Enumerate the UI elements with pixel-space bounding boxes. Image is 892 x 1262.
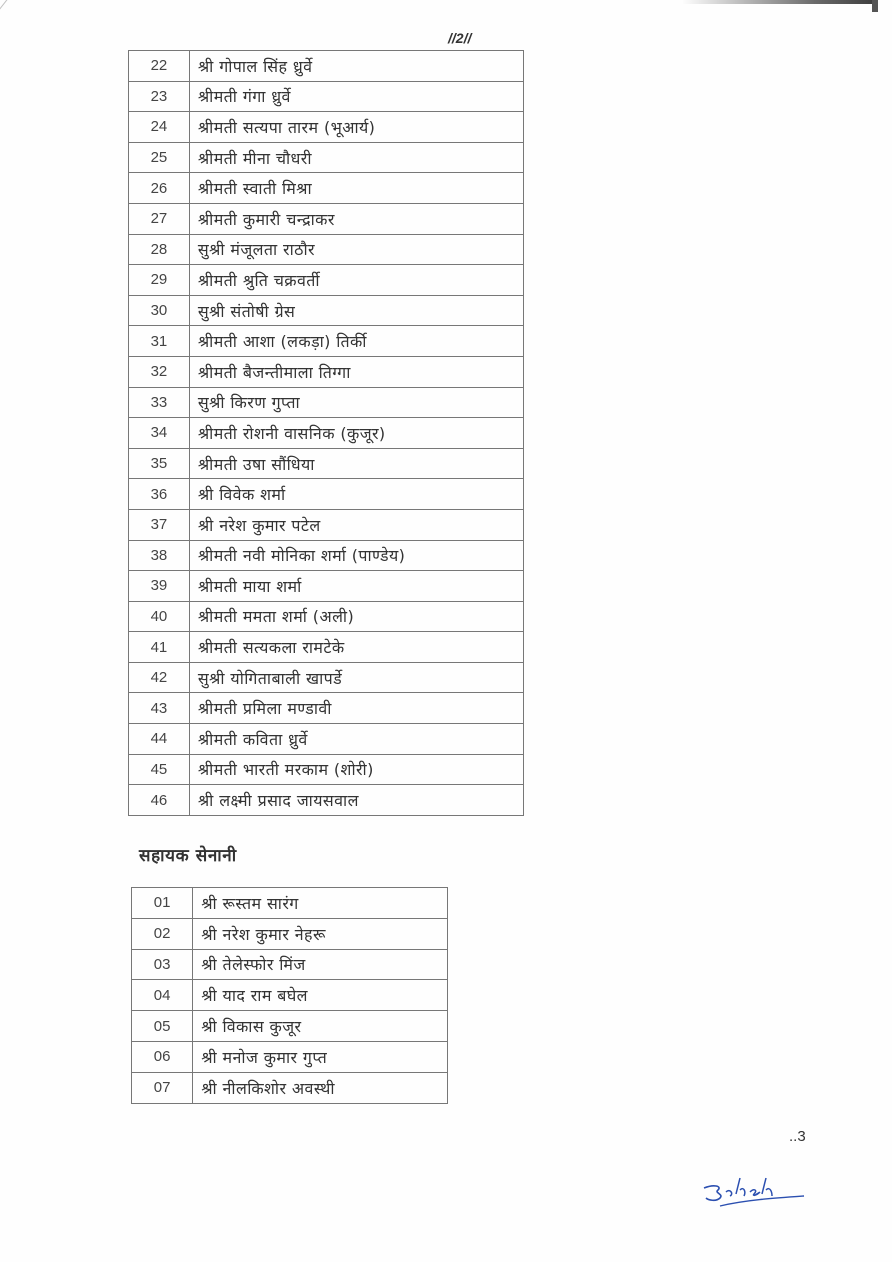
table-row <box>129 571 524 602</box>
table-row <box>129 112 524 143</box>
table-row <box>129 693 524 724</box>
table-row <box>132 1011 448 1042</box>
serial-number: 41 <box>129 632 190 663</box>
officer-list-body <box>129 51 524 816</box>
officer-name: सुश्री संतोषी ग्रेस <box>189 295 523 326</box>
section-heading-assistant-commandant: सहायक सेनानी <box>139 846 237 866</box>
serial-number: 38 <box>129 540 190 571</box>
serial-number: 05 <box>132 1011 193 1042</box>
officer-name: श्रीमती सत्यकला रामटेके <box>189 632 523 663</box>
table-row <box>132 1072 448 1103</box>
table-row <box>129 265 524 296</box>
serial-number: 24 <box>129 112 190 143</box>
serial-number: 23 <box>129 81 190 112</box>
officer-name: श्रीमती आशा (लकड़ा) तिर्की <box>189 326 523 357</box>
serial-number: 27 <box>129 203 190 234</box>
officer-name: श्रीमती गंगा ध्रुर्वे <box>189 81 523 112</box>
serial-number: 44 <box>129 724 190 755</box>
serial-number: 30 <box>129 295 190 326</box>
table-row <box>129 203 524 234</box>
table-row <box>129 173 524 204</box>
officer-name: श्री याद राम बघेल <box>193 980 448 1011</box>
table-row <box>129 724 524 755</box>
officer-name: सुश्री योगिताबाली खापर्डे <box>189 662 523 693</box>
serial-number: 31 <box>129 326 190 357</box>
officer-name: श्री नरेश कुमार नेहरू <box>193 918 448 949</box>
serial-number: 37 <box>129 509 190 540</box>
officer-name: श्रीमती श्रुति चक्रवर्ती <box>189 265 523 296</box>
serial-number: 22 <box>129 51 190 82</box>
table-row <box>129 785 524 816</box>
page-number-marker: //2// <box>448 30 472 46</box>
officer-name: श्रीमती सत्यपा तारम (भूआर्य) <box>189 112 523 143</box>
officer-name: श्रीमती माया शर्मा <box>189 571 523 602</box>
serial-number: 02 <box>132 918 193 949</box>
serial-number: 03 <box>132 949 193 980</box>
serial-number: 32 <box>129 356 190 387</box>
officer-name: श्री विकास कुजूर <box>193 1011 448 1042</box>
officer-name: श्रीमती कुमारी चन्द्राकर <box>189 203 523 234</box>
table-row <box>129 234 524 265</box>
scan-edge-line <box>0 0 15 129</box>
serial-number: 34 <box>129 418 190 449</box>
signature-icon <box>700 1170 810 1210</box>
officer-name: श्रीमती बैजन्तीमाला तिग्गा <box>189 356 523 387</box>
table-row <box>129 662 524 693</box>
officer-list-table <box>128 50 524 816</box>
serial-number: 25 <box>129 142 190 173</box>
scan-corner-mark <box>872 0 878 12</box>
continuation-marker: ..3 <box>789 1128 806 1145</box>
officer-name: श्री नरेश कुमार पटेल <box>189 509 523 540</box>
officer-name: श्री विवेक शर्मा <box>189 479 523 510</box>
table-row <box>129 479 524 510</box>
assistant-commandant-table <box>131 887 448 1104</box>
table-row <box>129 81 524 112</box>
table-row <box>132 888 448 919</box>
officer-name: श्रीमती नवी मोनिका शर्मा (पाण्डेय) <box>189 540 523 571</box>
serial-number: 28 <box>129 234 190 265</box>
officer-name: श्रीमती प्रमिला मण्डावी <box>189 693 523 724</box>
table-row <box>129 632 524 663</box>
table-row <box>129 295 524 326</box>
serial-number: 42 <box>129 662 190 693</box>
serial-number: 43 <box>129 693 190 724</box>
officer-name: श्री गोपाल सिंह ध्रुर्वे <box>189 51 523 82</box>
table-row <box>129 418 524 449</box>
officer-name: श्री रूस्तम सारंग <box>193 888 448 919</box>
serial-number: 04 <box>132 980 193 1011</box>
assistant-commandant-body <box>132 888 448 1104</box>
officer-name: सुश्री किरण गुप्ता <box>189 387 523 418</box>
table-row <box>129 540 524 571</box>
table-row <box>129 142 524 173</box>
officer-name: श्रीमती रोशनी वासनिक (कुजूर) <box>189 418 523 449</box>
officer-name: श्री लक्ष्मी प्रसाद जायसवाल <box>189 785 523 816</box>
table-row <box>129 387 524 418</box>
table-row <box>132 1041 448 1072</box>
officer-name: श्रीमती ममता शर्मा (अली) <box>189 601 523 632</box>
scan-top-edge <box>682 0 872 4</box>
serial-number: 35 <box>129 448 190 479</box>
serial-number: 07 <box>132 1072 193 1103</box>
table-row <box>129 754 524 785</box>
table-row <box>132 980 448 1011</box>
table-row <box>129 326 524 357</box>
officer-name: श्रीमती कविता ध्रुर्वे <box>189 724 523 755</box>
serial-number: 36 <box>129 479 190 510</box>
serial-number: 45 <box>129 754 190 785</box>
serial-number: 40 <box>129 601 190 632</box>
officer-name: श्रीमती स्वाती मिश्रा <box>189 173 523 204</box>
serial-number: 06 <box>132 1041 193 1072</box>
officer-name: श्रीमती भारती मरकाम (शोरी) <box>189 754 523 785</box>
officer-name: श्री मनोज कुमार गुप्त <box>193 1041 448 1072</box>
serial-number: 46 <box>129 785 190 816</box>
officer-name: सुश्री मंजूलता राठौर <box>189 234 523 265</box>
serial-number: 29 <box>129 265 190 296</box>
table-row <box>132 949 448 980</box>
officer-name: श्री तेलेस्फोर मिंज <box>193 949 448 980</box>
serial-number: 01 <box>132 888 193 919</box>
serial-number: 26 <box>129 173 190 204</box>
officer-name: श्रीमती उषा सौंधिया <box>189 448 523 479</box>
officer-name: श्रीमती मीना चौधरी <box>189 142 523 173</box>
officer-name: श्री नीलकिशोर अवस्थी <box>193 1072 448 1103</box>
table-row <box>129 448 524 479</box>
table-row <box>129 601 524 632</box>
serial-number: 33 <box>129 387 190 418</box>
table-row <box>132 918 448 949</box>
serial-number: 39 <box>129 571 190 602</box>
table-row <box>129 356 524 387</box>
table-row <box>129 509 524 540</box>
table-row <box>129 51 524 82</box>
